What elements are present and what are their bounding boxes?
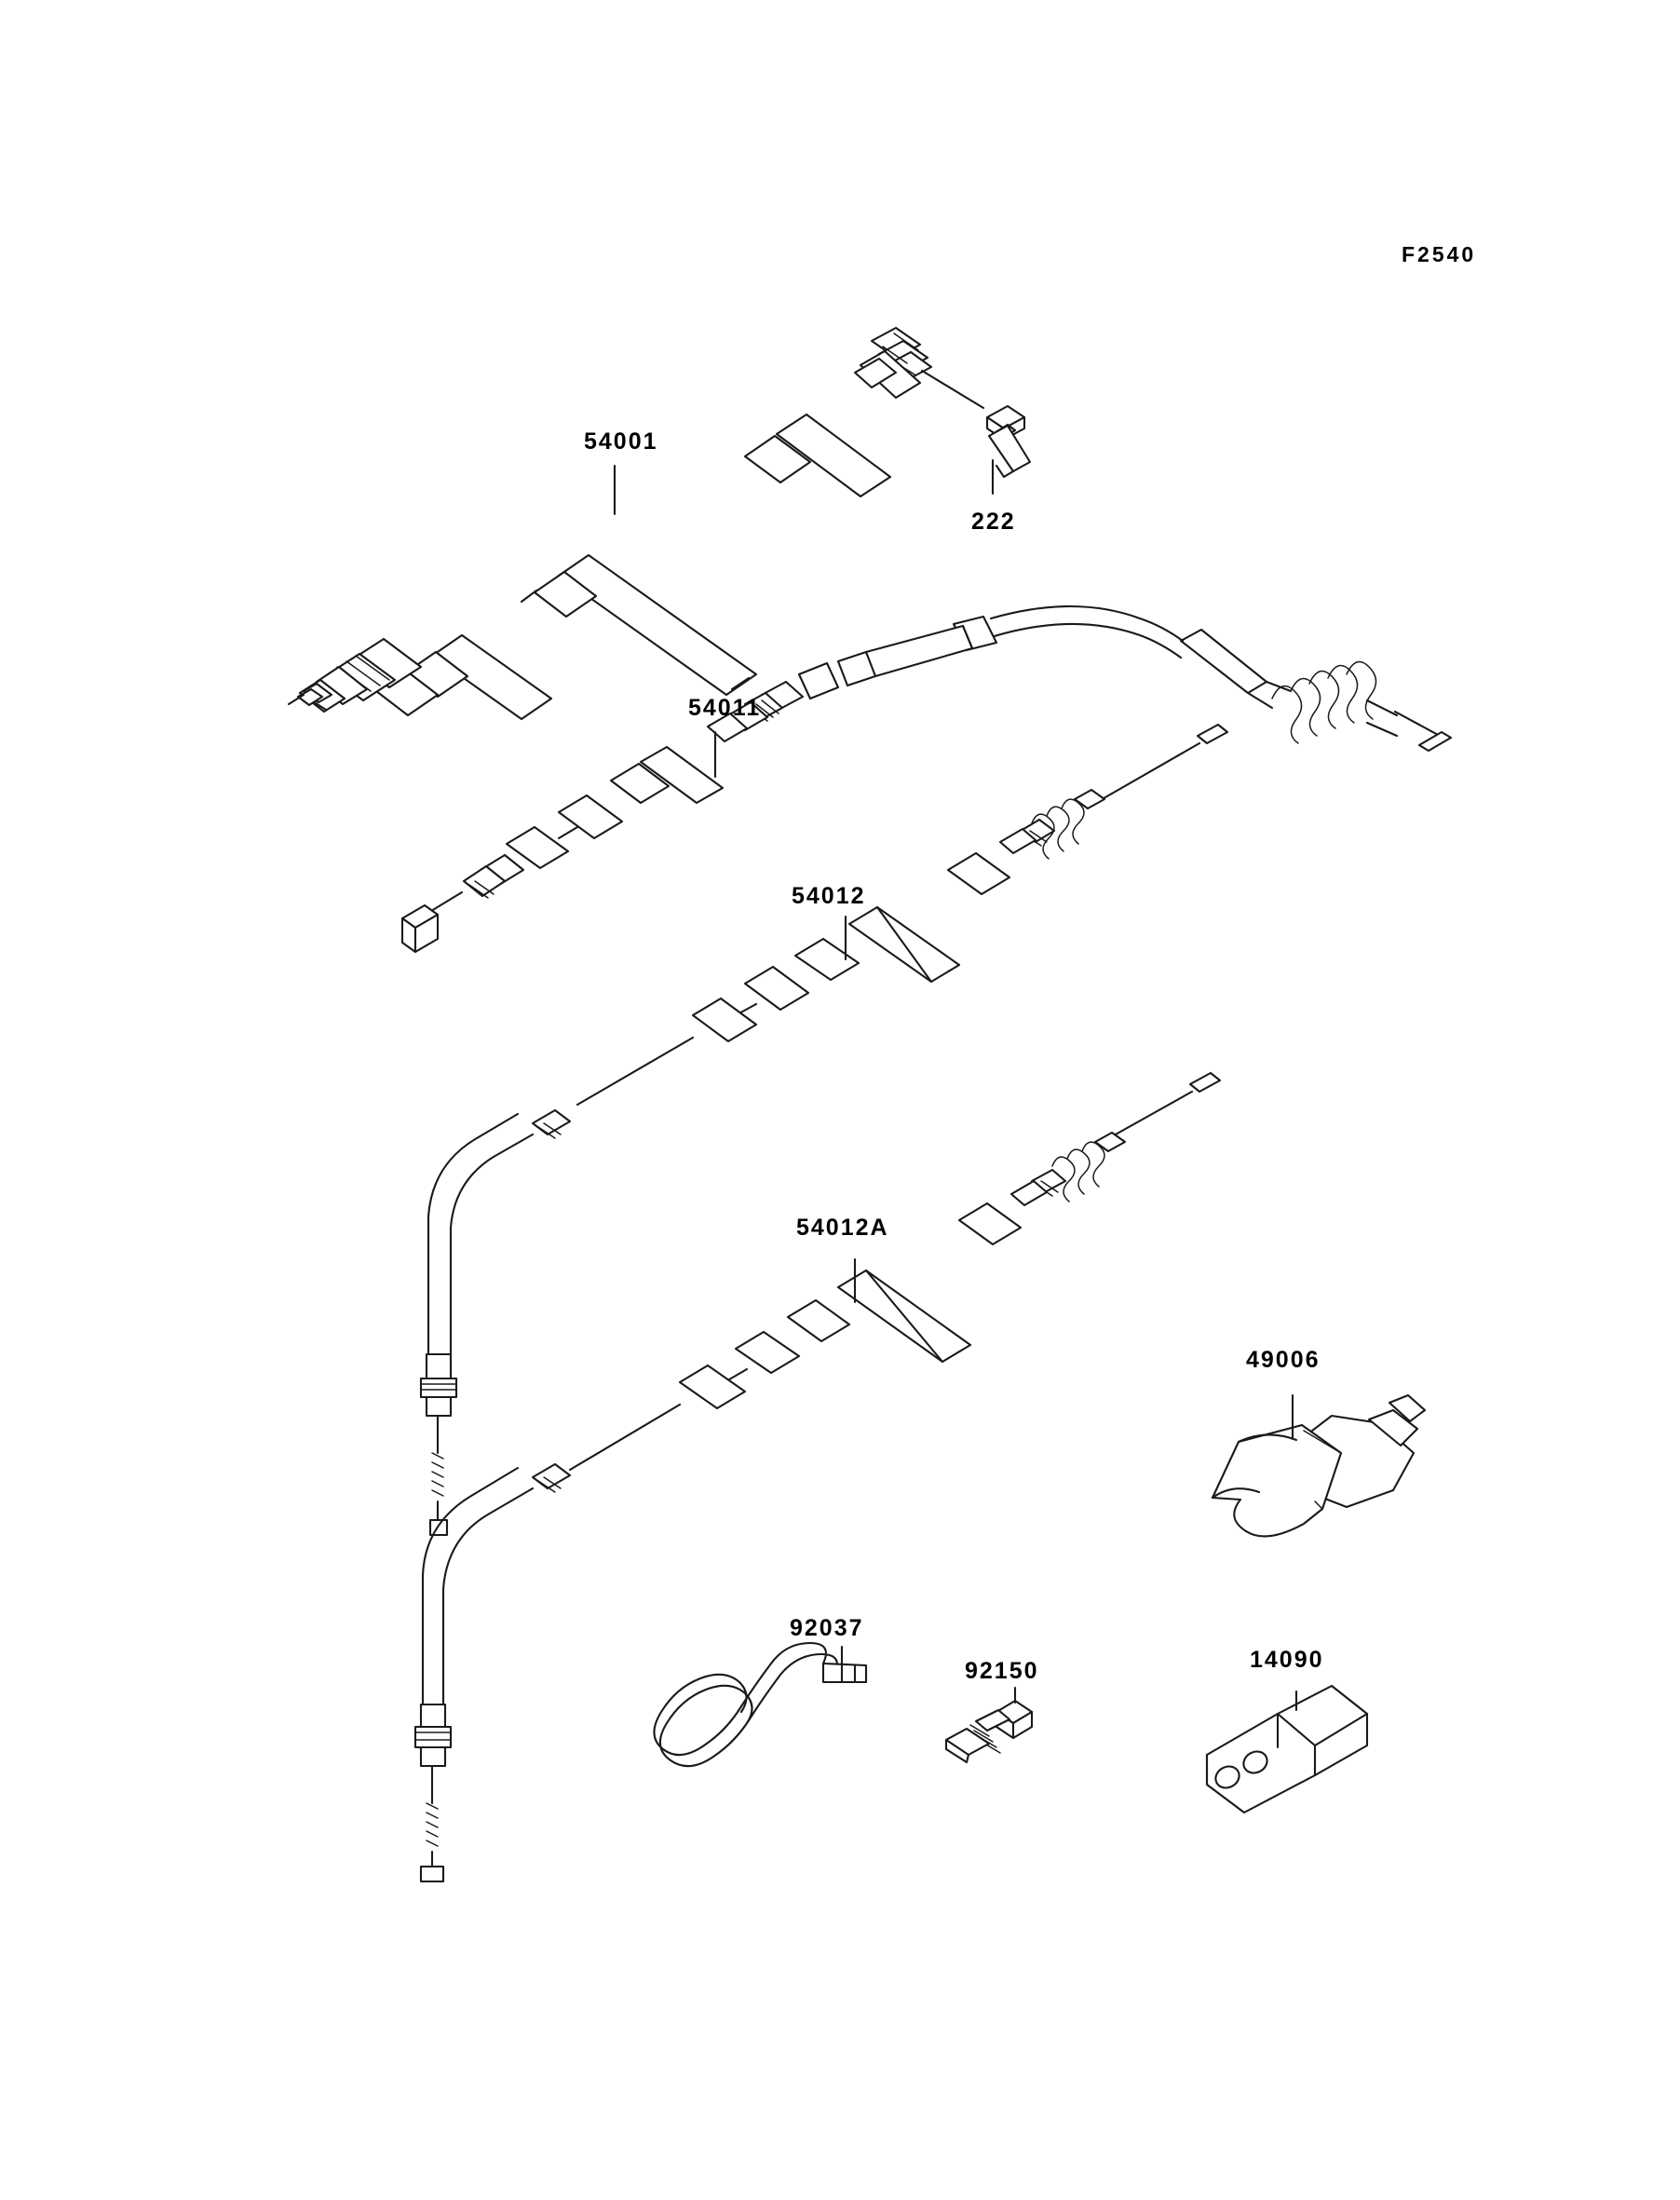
part-222-screw (922, 371, 1030, 494)
part-14090-cable-holder (1207, 1686, 1367, 1813)
part-label-92037: 92037 (790, 1615, 864, 1641)
part-54012a-throttle-cable (415, 1073, 1220, 1881)
sheet-code-label: F2540 (1402, 242, 1477, 266)
part-label-54012a: 54012A (796, 1215, 889, 1241)
part-label-49006: 49006 (1246, 1347, 1321, 1373)
part-label-54011: 54011 (688, 695, 762, 721)
part-92150-bolt (946, 1688, 1032, 1762)
part-92037-cable-clamp (654, 1643, 866, 1766)
part-54001-speedometer-cable (289, 328, 931, 719)
part-label-54012: 54012 (792, 883, 866, 909)
part-label-54001: 54001 (584, 428, 658, 455)
part-54011-clutch-cable (402, 606, 1451, 952)
part-label-92150: 92150 (965, 1658, 1039, 1684)
part-label-222: 222 (971, 509, 1016, 535)
part-label-14090: 14090 (1250, 1647, 1324, 1673)
part-49006-cable-boot (1213, 1395, 1425, 1536)
